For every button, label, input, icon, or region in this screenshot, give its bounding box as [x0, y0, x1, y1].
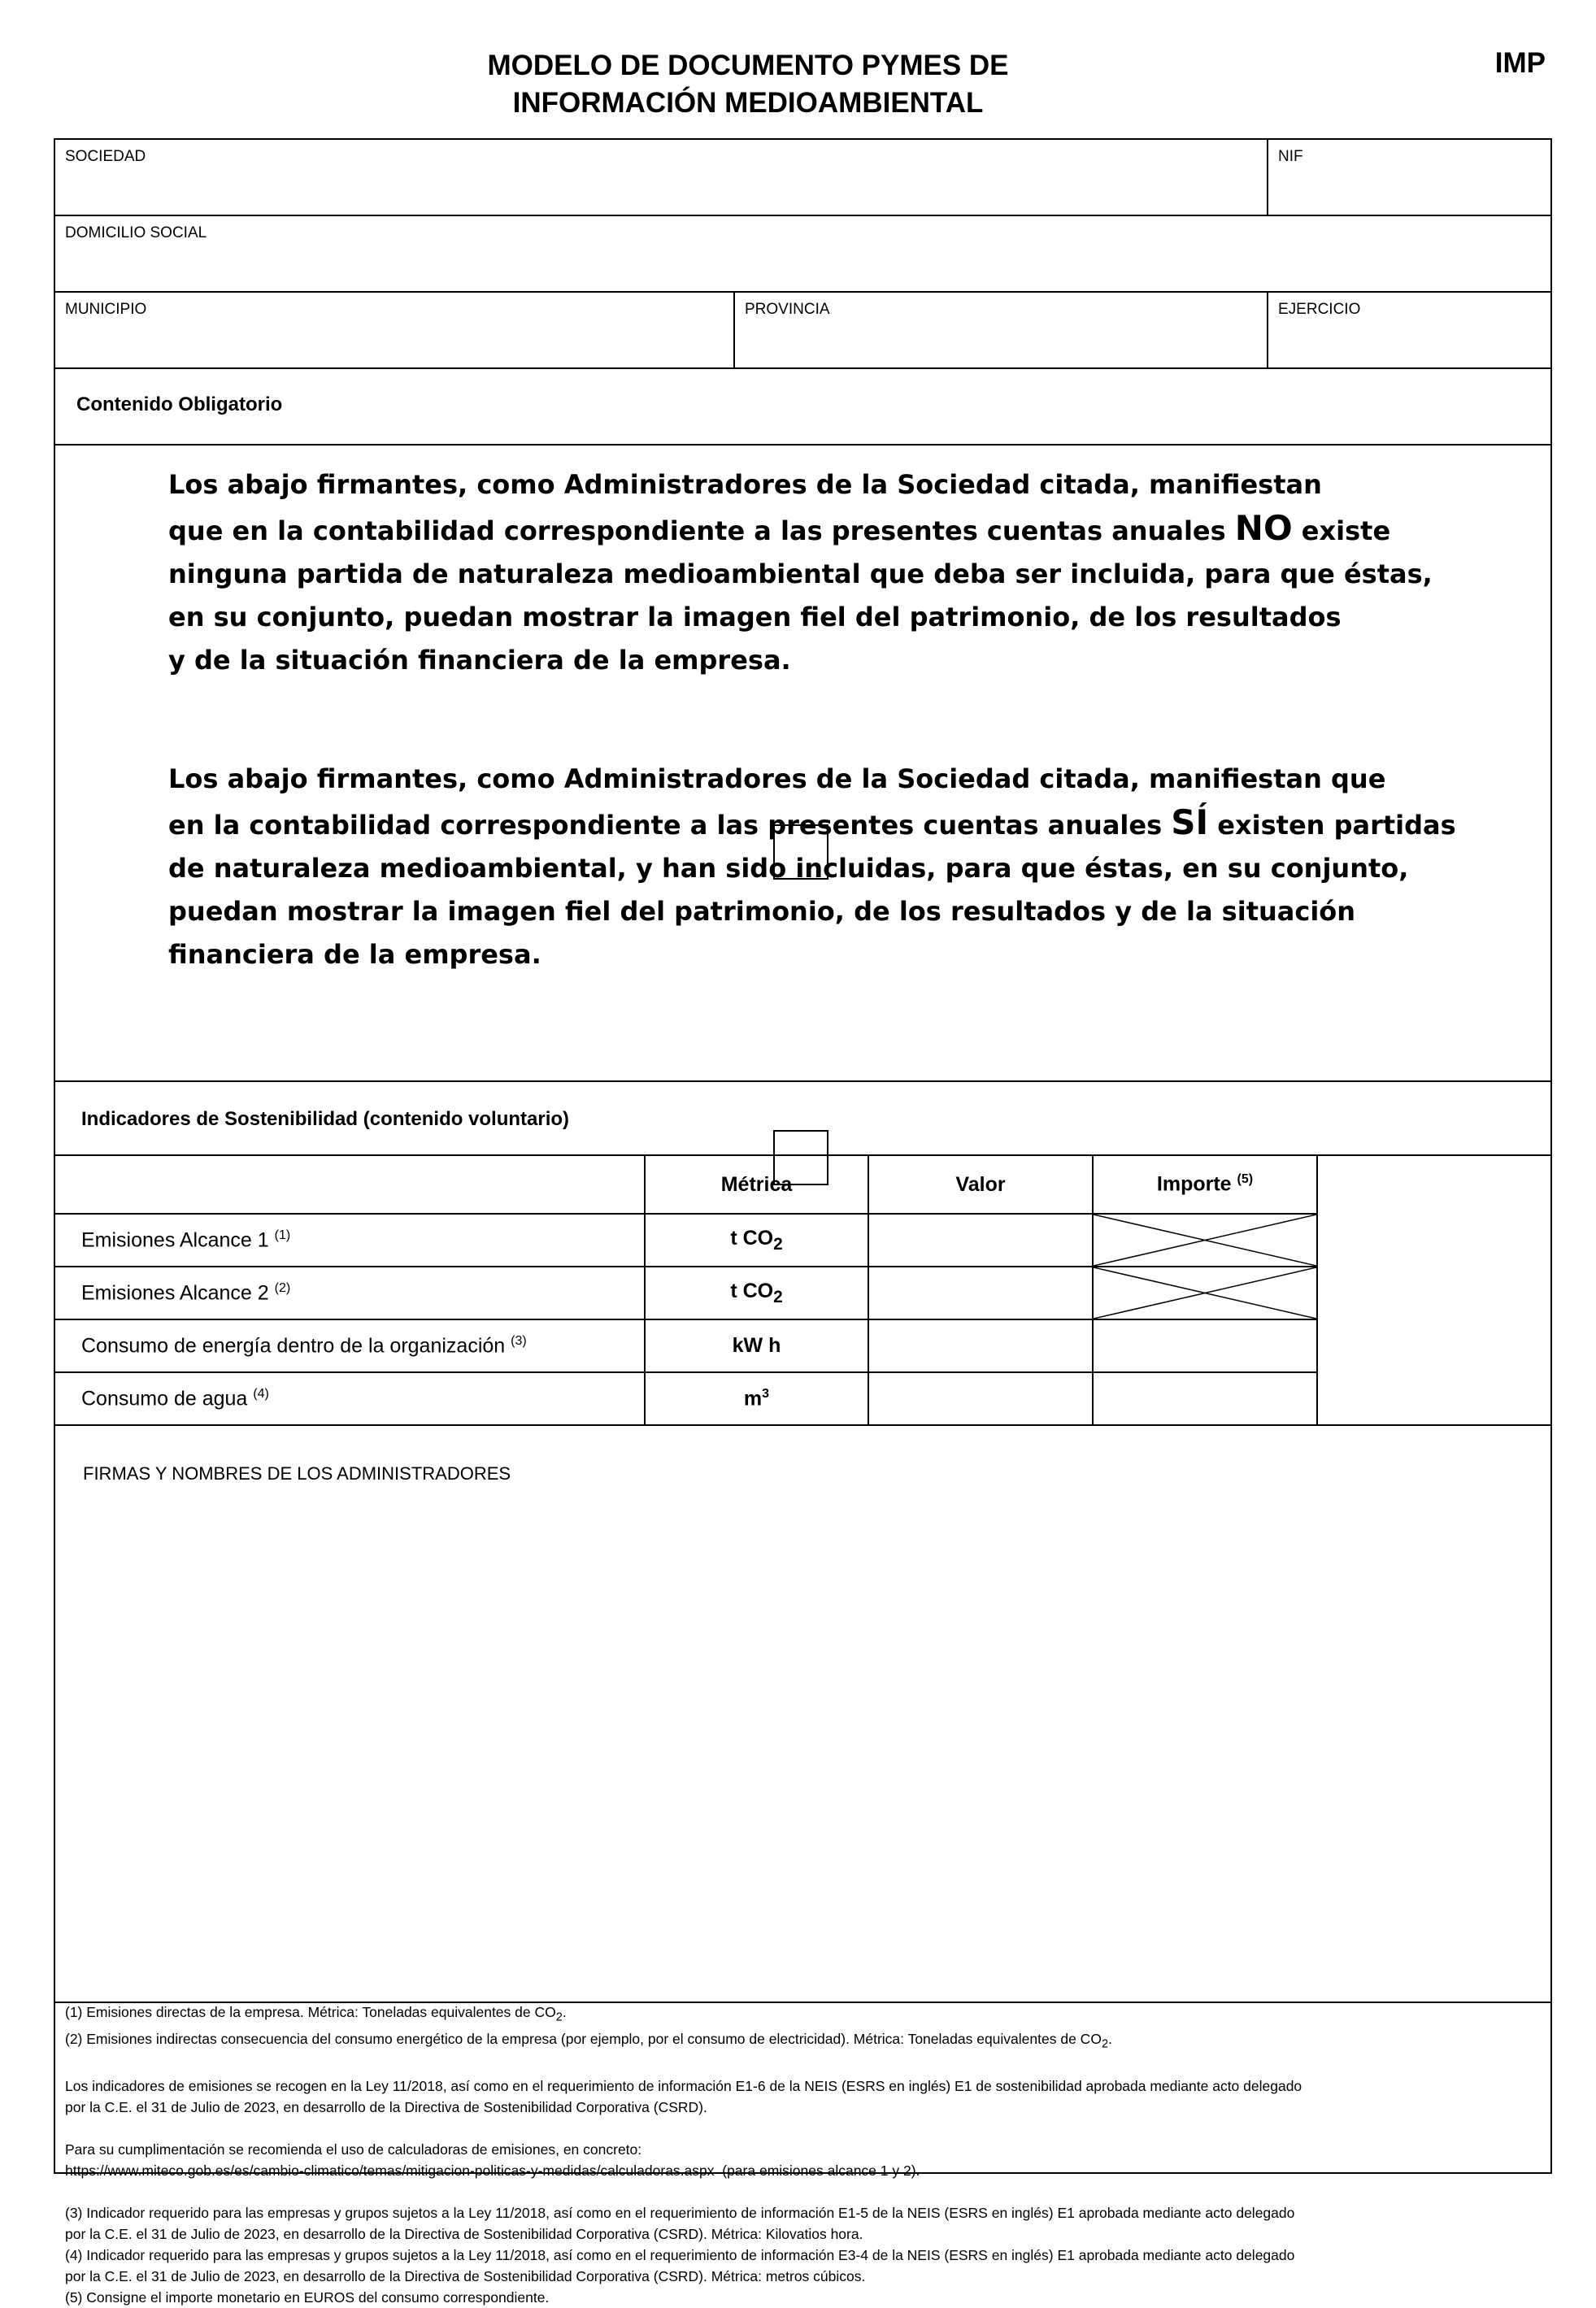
row-municipio: [55, 293, 1550, 369]
value-input-cell[interactable]: [868, 1214, 1093, 1267]
nif-label: NIF: [1278, 148, 1303, 165]
indicator-name-text: Emisiones Alcance 2: [81, 1281, 275, 1305]
indicator-name-text: Consumo de energía dentro de la organización: [81, 1334, 511, 1358]
metric-subscript: 2: [773, 1287, 783, 1306]
decl-si-line-2: [168, 801, 1550, 847]
field-provincia[interactable]: [733, 293, 1267, 367]
decl-no-line-2-end: existe: [1292, 515, 1391, 546]
decl-no-keyword: NO: [1234, 508, 1293, 548]
law-note-line-2: por la C.E. el 31 de Julio de 2023, en desarrollo de la Directiva de Sostenibilidad Corporativa (CSRD).: [65, 2099, 707, 2115]
footnote-2-end: .: [1108, 2030, 1112, 2047]
indicator-metric: [645, 1267, 868, 1319]
indicator-metric: [645, 1319, 868, 1372]
decl-si-line-5: financiera de la empresa.: [168, 939, 541, 970]
row-indicators-heading: [55, 1082, 1550, 1156]
footnote-3-line-2: por la C.E. el 31 de Julio de 2023, en desarrollo de la Directiva de Sostenibilidad Corporativa (CSRD). Métrica: Kilovatios hora.: [65, 2226, 863, 2242]
metric-superscript: 3: [762, 1386, 770, 1401]
metric-text: kW h: [732, 1334, 781, 1357]
sociedad-label: SOCIEDAD: [65, 148, 146, 165]
signatures-label: FIRMAS Y NOMBRES DE LOS ADMINISTRADORES: [83, 1463, 511, 1484]
header-amount: [1093, 1155, 1317, 1214]
footnote-1: [65, 2002, 1534, 2028]
table-row: [55, 1372, 1317, 1425]
indicator-name: [55, 1214, 645, 1267]
decl-no-line-2: [168, 506, 1550, 553]
field-ejercicio[interactable]: [1267, 293, 1550, 367]
calculator-link[interactable]: https://www.miteco.gob.es/es/cambio-climatico/temas/mitigacion-politicas-y-medidas/calculadoras.aspx: [65, 2162, 715, 2179]
indicators-table: [55, 1154, 1318, 1426]
indicator-name-text: Consumo de agua: [81, 1387, 254, 1410]
decl-si-line-3: de naturaleza medioambiental, y han sido incluidas, para que éstas, en su conjunto,: [168, 853, 1409, 884]
indicator-metric: [645, 1214, 868, 1267]
title-line-1: MODELO DE DOCUMENTO PYMES DE: [487, 50, 1009, 81]
footnote-4-line-2: por la C.E. el 31 de Julio de 2023, en desarrollo de la Directiva de Sostenibilidad Corporativa (CSRD). Métrica: metros cúbicos.: [65, 2268, 866, 2284]
field-domicilio[interactable]: [55, 216, 1550, 291]
law-note-line-1: Los indicadores de emisiones se recogen en la Ley 11/2018, así como en el requerimiento de información E1-6 de la NEIS (ESRS en inglés) E1 de sostenibilidad aprobada mediante acto delegado: [65, 2078, 1302, 2094]
decl-si-line-1: Los abajo firmantes, como Administradores de la Sociedad citada, manifiestan que: [168, 763, 1386, 794]
indicator-note: (1): [274, 1228, 291, 1242]
metric-text: t CO: [730, 1279, 774, 1302]
field-sociedad[interactable]: [55, 140, 1267, 215]
field-nif[interactable]: [1267, 140, 1550, 215]
table-row: [55, 1214, 1317, 1267]
header-amount-label: Importe: [1156, 1172, 1232, 1196]
decl-no-line-1: Los abajo firmantes, como Administradores de la Sociedad citada, manifiestan: [168, 469, 1322, 500]
table-row: [55, 1267, 1317, 1319]
calculator-tail: (para emisiones alcance 1 y 2).: [714, 2162, 920, 2179]
declaration-no: [168, 463, 1550, 682]
value-input-cell[interactable]: [868, 1319, 1093, 1372]
header-value: Valor: [868, 1155, 1093, 1214]
cross-out-icon: [1094, 1267, 1316, 1319]
metric-subscript: 2: [773, 1234, 783, 1254]
metric-text: m: [743, 1387, 763, 1410]
signatures-section[interactable]: [55, 1426, 1550, 2003]
amount-input-cell[interactable]: [1093, 1372, 1317, 1425]
provincia-label: PROVINCIA: [745, 301, 830, 318]
value-input-cell[interactable]: [868, 1267, 1093, 1319]
header-metric: Métrica: [645, 1155, 868, 1214]
row-sociedad: [55, 140, 1550, 216]
calculator-note: Para su cumplimentación se recomienda el uso de calculadoras de emisiones, en concreto:: [65, 2141, 642, 2158]
ejercicio-label: EJERCICIO: [1278, 301, 1361, 318]
indicators-heading: Indicadores de Sostenibilidad (contenido voluntario): [81, 1108, 570, 1130]
amount-crossed-cell: [1093, 1267, 1317, 1319]
declaration-si: [168, 758, 1550, 976]
calculator-line: [65, 2160, 1534, 2181]
indicator-note: (4): [253, 1386, 269, 1401]
mandatory-heading: Contenido Obligatorio: [76, 393, 283, 415]
value-input-cell[interactable]: [868, 1372, 1093, 1425]
header-amount-note: (5): [1237, 1172, 1254, 1187]
decl-no-line-5: y de la situación financiera de la empresa.: [168, 645, 791, 676]
footnote-2-sub: 2: [1101, 2037, 1109, 2050]
title-line-2: INFORMACIÓN MEDIOAMBIENTAL: [512, 87, 984, 119]
indicator-name: [55, 1267, 645, 1319]
footnote-1-end: .: [562, 2004, 567, 2020]
indicator-name-text: Emisiones Alcance 1: [81, 1228, 275, 1252]
header-empty-cell: [55, 1155, 645, 1214]
table-header-row: [55, 1155, 1317, 1214]
indicator-note: (3): [511, 1333, 527, 1348]
metric-text: t CO: [730, 1226, 774, 1250]
footnote-5: (5) Consigne el importe monetario en EUROS del consumo correspondiente.: [65, 2289, 550, 2306]
footnote-2: [65, 2028, 1534, 2055]
document-title: [325, 47, 1171, 122]
table-row: [55, 1319, 1317, 1372]
domicilio-label: DOMICILIO SOCIAL: [65, 224, 207, 241]
amount-crossed-cell: [1093, 1214, 1317, 1267]
footnotes: [65, 2002, 1534, 2308]
indicator-name: [55, 1372, 645, 1425]
decl-si-line-4: puedan mostrar la imagen fiel del patrimonio, de los resultados y de la situación: [168, 896, 1356, 927]
form-frame: [54, 138, 1552, 2306]
municipio-label: MUNICIPIO: [65, 301, 147, 318]
form-code: IMP: [1494, 47, 1546, 79]
indicator-note: (2): [274, 1280, 291, 1295]
mandatory-section: [55, 446, 1550, 1082]
footnote-4-line-1: (4) Indicador requerido para las empresas y grupos sujetos a la Ley 11/2018, así como en el requerimiento de información E3-4 de la NEIS (ESRS en inglés) E1 aprobada mediante acto delegado: [65, 2247, 1295, 2263]
decl-no-line-4: en su conjunto, puedan mostrar la imagen fiel del patrimonio, de los resultados: [168, 602, 1342, 632]
decl-si-line-2-end: existen partidas: [1208, 810, 1456, 841]
decl-no-line-2-start: que en la contabilidad correspondiente a las presentes cuentas anuales: [168, 515, 1235, 546]
indicator-metric: [645, 1372, 868, 1425]
footnote-3-line-1: (3) Indicador requerido para las empresas y grupos sujetos a la Ley 11/2018, así como en el requerimiento de información E1-5 de la NEIS (ESRS en inglés) E1 aprobada mediante acto delegado: [65, 2205, 1295, 2221]
decl-si-keyword: SÍ: [1171, 802, 1209, 842]
footnote-2-text: (2) Emisiones indirectas consecuencia del consumo energético de la empresa (por ejemplo, por el consumo de electricidad). Métrica: Toneladas equivalentes de CO: [65, 2030, 1102, 2047]
decl-no-line-3: ninguna partida de naturaleza medioambiental que deba ser incluida, para que éstas,: [168, 559, 1433, 589]
amount-input-cell[interactable]: [1093, 1319, 1317, 1372]
decl-si-line-2-start: en la contabilidad correspondiente a las presentes cuentas anuales: [168, 810, 1172, 841]
cross-out-icon: [1094, 1215, 1316, 1266]
indicator-name: [55, 1319, 645, 1372]
row-mandatory-heading: [55, 369, 1550, 446]
field-municipio[interactable]: [55, 293, 733, 367]
footnote-1-sub: 2: [555, 2010, 563, 2024]
footnote-1-text: (1) Emisiones directas de la empresa. Métrica: Toneladas equivalentes de CO: [65, 2004, 556, 2020]
row-domicilio: [55, 216, 1550, 293]
